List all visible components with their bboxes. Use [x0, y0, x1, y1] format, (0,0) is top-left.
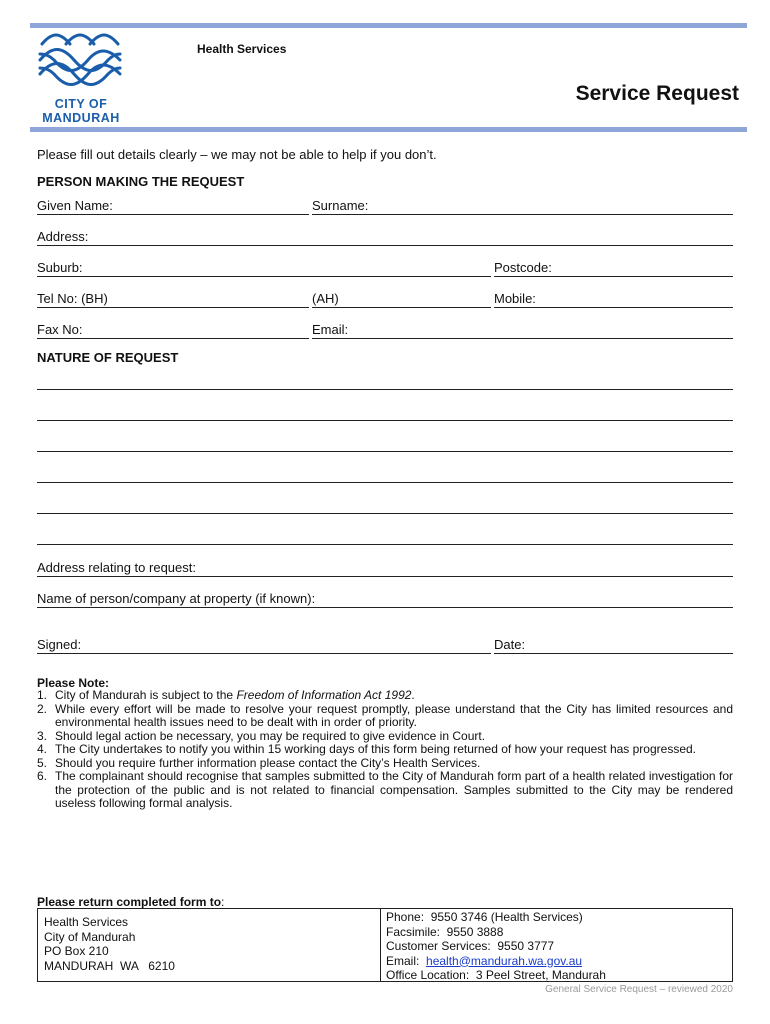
note-item — [37, 757, 733, 771]
given-name-label: Given Name: — [37, 198, 113, 213]
note-number: 5. — [37, 755, 48, 770]
mobile-field[interactable] — [494, 290, 733, 308]
return-box-divider — [380, 909, 381, 981]
return-heading-colon: : — [221, 895, 225, 909]
note-text-end: . — [411, 688, 415, 702]
return-details-box — [37, 908, 733, 982]
request-description-line[interactable] — [37, 513, 733, 514]
fax-label: Fax No: — [37, 322, 83, 337]
tel-ah-field[interactable] — [312, 290, 491, 308]
person-at-property-label: Name of person/company at property (if known): — [37, 591, 316, 606]
surname-label: Surname: — [312, 198, 369, 213]
logo-text-mandurah: MANDURAH — [42, 111, 120, 125]
postal-address-line: Health Services — [44, 915, 129, 929]
phone-number: Phone: 9550 3746 (Health Services) — [386, 910, 583, 924]
note-text: City of Mandurah is subject to the — [55, 688, 237, 702]
facsimile-number: Facsimile: 9550 3888 — [386, 924, 504, 939]
address-field[interactable] — [37, 228, 733, 246]
date-label: Date: — [494, 637, 526, 652]
city-of-mandurah-logo — [30, 30, 130, 125]
postal-address-line: PO Box 210 — [44, 944, 109, 958]
header-top-rule — [30, 23, 747, 28]
request-description-line[interactable] — [37, 389, 733, 390]
note-item — [37, 703, 733, 730]
person-section-heading: PERSON MAKING THE REQUEST — [37, 174, 245, 189]
suburb-label: Suburb: — [37, 260, 83, 275]
date-field[interactable] — [494, 636, 733, 654]
note-number: 1. — [37, 688, 48, 702]
postcode-field[interactable] — [494, 259, 733, 277]
page-title: Service Request — [575, 82, 739, 105]
address-relating-field[interactable] — [37, 559, 733, 577]
note-text: The City undertakes to notify you within 15 working days of this form being returned of how your request has progressed. — [55, 742, 697, 756]
note-item — [37, 770, 733, 811]
request-section-heading: NATURE OF REQUEST — [37, 350, 179, 365]
note-number: 4. — [37, 742, 48, 756]
notes-list — [37, 689, 733, 811]
return-heading-text: Please return completed form to — [37, 895, 222, 909]
mandurah-waves-emblem-icon — [36, 32, 124, 94]
request-description-line[interactable] — [37, 420, 733, 421]
header-bottom-rule — [30, 127, 747, 132]
tel-bh-label: Tel No: (BH) — [37, 291, 108, 306]
note-number: 3. — [37, 728, 48, 743]
note-number: 6. — [37, 769, 48, 783]
note-item — [37, 730, 733, 744]
footer-revision-note: General Service Request – reviewed 2020 — [545, 984, 733, 995]
office-location: Office Location: 3 Peel Street, Mandurah — [386, 968, 606, 982]
surname-field[interactable] — [312, 197, 733, 215]
fax-field[interactable] — [37, 321, 309, 339]
email-link[interactable]: health@mandurah.wa.gov.au — [426, 953, 583, 968]
note-item — [37, 689, 733, 703]
customer-services-number: Customer Services: 9550 3777 — [386, 939, 555, 953]
email-line — [386, 954, 606, 969]
logo-text-city-of: CITY OF — [54, 97, 108, 111]
note-text: Should legal action be necessary, you may be required to give evidence in Court. — [55, 728, 486, 743]
signature-field[interactable] — [37, 636, 491, 654]
request-description-line[interactable] — [37, 544, 733, 545]
postal-address-line: MANDURAH WA 6210 — [44, 958, 175, 973]
email-contact-label: Email: — [386, 953, 427, 968]
email-field[interactable] — [312, 321, 733, 339]
foi-act-title: Freedom of Information Act 1992 — [236, 688, 412, 702]
postal-address — [44, 915, 175, 973]
postcode-label: Postcode: — [494, 260, 552, 275]
given-name-field[interactable] — [37, 197, 309, 215]
note-text: While every effort will be made to resolve your request promptly, please understand that the City has limited resources and environmental health issues need to be dealt with in order of priority. — [55, 701, 733, 729]
signed-label: Signed: — [37, 637, 82, 652]
request-description-line[interactable] — [37, 451, 733, 452]
address-label: Address: — [37, 229, 89, 244]
person-at-property-field[interactable] — [37, 590, 733, 608]
intro-instruction: Please fill out details clearly – we may not be able to help if you don’t. — [37, 147, 437, 162]
request-description-line[interactable] — [37, 482, 733, 483]
postal-address-line: City of Mandurah — [44, 929, 136, 944]
suburb-field[interactable] — [37, 259, 491, 277]
note-item — [37, 743, 733, 757]
email-label: Email: — [312, 322, 349, 337]
note-text: Should you require further information please contact the City’s Health Services. — [55, 755, 481, 770]
department-name: Health Services — [197, 42, 287, 56]
note-number: 2. — [37, 701, 48, 716]
address-relating-label: Address relating to request: — [37, 560, 196, 575]
notes-heading: Please Note: — [37, 676, 110, 690]
return-heading — [37, 895, 224, 909]
contact-details — [386, 910, 606, 983]
note-text: The complainant should recognise that samples submitted to the City of Mandurah form part of a health related investigation for the protection of the public and is not related to financial compensation. Samples submitted to the City may be rendered useless following formal analysis. — [55, 769, 733, 810]
mobile-label: Mobile: — [494, 291, 536, 306]
tel-bh-field[interactable] — [37, 290, 309, 308]
tel-ah-label: (AH) — [312, 291, 339, 306]
